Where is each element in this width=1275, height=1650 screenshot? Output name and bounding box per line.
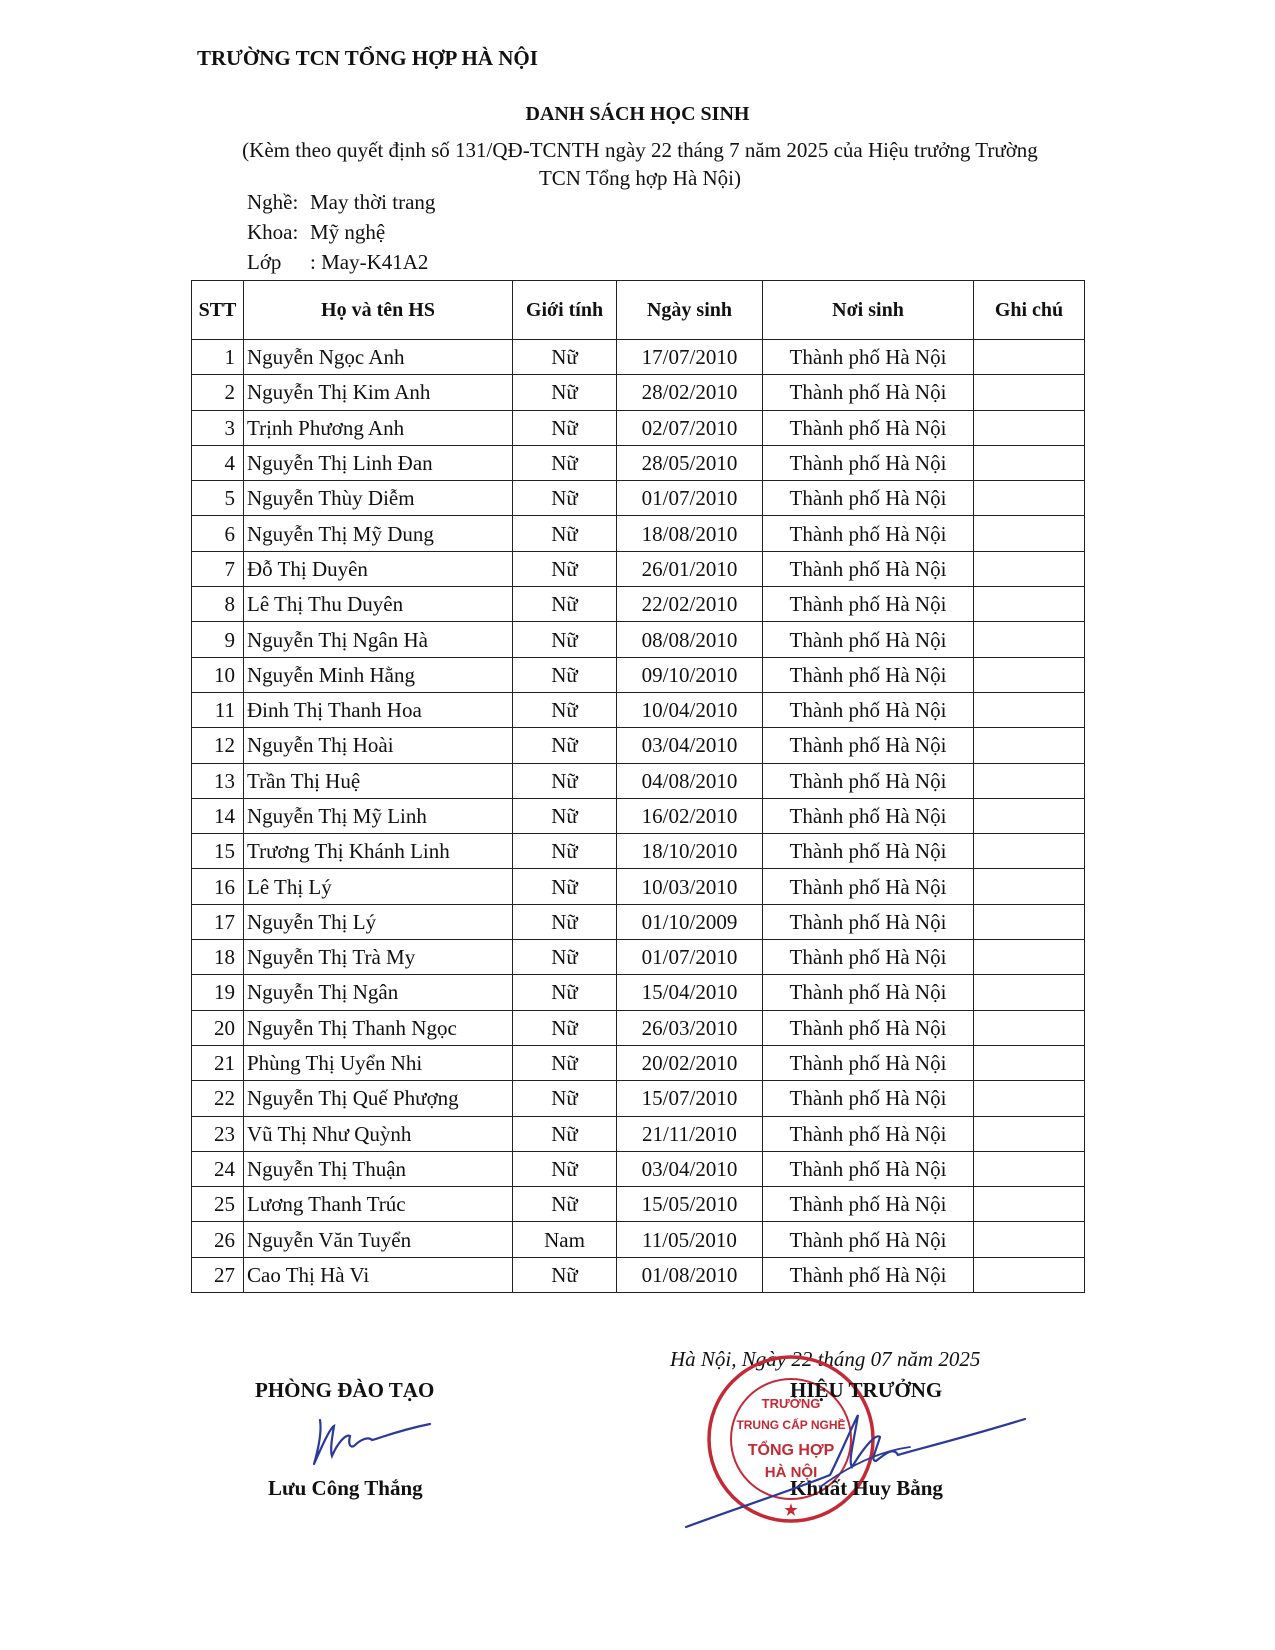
table-row [192, 798, 1085, 833]
note-cell [974, 410, 1085, 445]
gender-cell: Nam [513, 1222, 617, 1257]
table-row [192, 975, 1085, 1010]
birthplace-cell: Thành phố Hà Nội [763, 481, 974, 516]
gender-cell: Nữ [513, 410, 617, 445]
name-cell: Nguyễn Văn Tuyển [244, 1222, 513, 1257]
gender-cell: Nữ [513, 869, 617, 904]
dob-cell: 26/03/2010 [617, 1010, 763, 1045]
note-cell [974, 1045, 1085, 1080]
col-header-note: Ghi chú [974, 281, 1085, 340]
birthplace-cell: Thành phố Hà Nội [763, 975, 974, 1010]
stt-cell: 2 [192, 375, 244, 410]
gender-cell: Nữ [513, 375, 617, 410]
name-cell: Trần Thị Huệ [244, 763, 513, 798]
table-row [192, 1257, 1085, 1292]
major-line [247, 190, 435, 215]
birthplace-cell: Thành phố Hà Nội [763, 834, 974, 869]
note-cell [974, 904, 1085, 939]
birthplace-cell: Thành phố Hà Nội [763, 622, 974, 657]
dob-cell: 20/02/2010 [617, 1045, 763, 1080]
name-cell: Nguyễn Thị Thanh Ngọc [244, 1010, 513, 1045]
dob-cell: 01/10/2009 [617, 904, 763, 939]
stt-cell: 23 [192, 1116, 244, 1151]
svg-text:★: ★ [784, 1502, 798, 1519]
gender-cell: Nữ [513, 1010, 617, 1045]
gender-cell: Nữ [513, 940, 617, 975]
name-cell: Đinh Thị Thanh Hoa [244, 692, 513, 727]
stt-cell: 7 [192, 551, 244, 586]
dob-cell: 21/11/2010 [617, 1116, 763, 1151]
gender-cell: Nữ [513, 692, 617, 727]
right-signatory-name: Khuất Huy Bằng [790, 1476, 943, 1500]
student-table [191, 280, 1085, 1293]
right-signatory-title: HIỆU TRƯỞNG [790, 1378, 943, 1402]
col-header-birthplace: Nơi sinh [763, 281, 974, 340]
col-header-stt: STT [192, 281, 244, 340]
stt-cell: 18 [192, 940, 244, 975]
table-row [192, 940, 1085, 975]
name-cell: Lê Thị Lý [244, 869, 513, 904]
stt-cell: 16 [192, 869, 244, 904]
gender-cell: Nữ [513, 622, 617, 657]
stt-cell: 21 [192, 1045, 244, 1080]
table-row [192, 410, 1085, 445]
name-cell: Lương Thanh Trúc [244, 1187, 513, 1222]
name-cell: Đỗ Thị Duyên [244, 551, 513, 586]
dob-cell: 09/10/2010 [617, 657, 763, 692]
note-cell [974, 798, 1085, 833]
col-header-gender: Giới tính [513, 281, 617, 340]
table-row [192, 657, 1085, 692]
gender-cell: Nữ [513, 975, 617, 1010]
name-cell: Nguyễn Minh Hằng [244, 657, 513, 692]
gender-cell: Nữ [513, 834, 617, 869]
name-cell: Nguyễn Thị Ngân Hà [244, 622, 513, 657]
stt-cell: 10 [192, 657, 244, 692]
gender-cell: Nữ [513, 1081, 617, 1116]
table-row [192, 481, 1085, 516]
table-row [192, 1010, 1085, 1045]
stt-cell: 17 [192, 904, 244, 939]
table-row [192, 728, 1085, 763]
major-value: May thời trang [310, 190, 436, 214]
dob-cell: 03/04/2010 [617, 728, 763, 763]
name-cell: Nguyễn Thị Trà My [244, 940, 513, 975]
gender-cell: Nữ [513, 763, 617, 798]
school-name: TRƯỜNG TCN TỔNG HỢP HÀ NỘI [197, 46, 538, 70]
gender-cell: Nữ [513, 1187, 617, 1222]
stt-cell: 27 [192, 1257, 244, 1292]
gender-cell: Nữ [513, 516, 617, 551]
table-body [192, 340, 1085, 1293]
stt-cell: 24 [192, 1151, 244, 1186]
name-cell: Trịnh Phương Anh [244, 410, 513, 445]
dob-cell: 28/02/2010 [617, 375, 763, 410]
document-title: DANH SÁCH HỌC SINH [525, 103, 750, 125]
gender-cell: Nữ [513, 587, 617, 622]
gender-cell: Nữ [513, 657, 617, 692]
birthplace-cell: Thành phố Hà Nội [763, 1010, 974, 1045]
birthplace-cell: Thành phố Hà Nội [763, 1257, 974, 1292]
faculty-line [247, 220, 385, 245]
dob-cell: 18/10/2010 [617, 834, 763, 869]
gender-cell: Nữ [513, 904, 617, 939]
stt-cell: 8 [192, 587, 244, 622]
birthplace-cell: Thành phố Hà Nội [763, 904, 974, 939]
birthplace-cell: Thành phố Hà Nội [763, 1151, 974, 1186]
note-cell [974, 481, 1085, 516]
stt-cell: 6 [192, 516, 244, 551]
birthplace-cell: Thành phố Hà Nội [763, 869, 974, 904]
note-cell [974, 445, 1085, 480]
class-line [247, 250, 428, 275]
stt-cell: 3 [192, 410, 244, 445]
class-value: : May-K41A2 [310, 250, 429, 274]
birthplace-cell: Thành phố Hà Nội [763, 692, 974, 727]
gender-cell: Nữ [513, 1151, 617, 1186]
note-cell [974, 1187, 1085, 1222]
stt-cell: 11 [192, 692, 244, 727]
col-header-dob: Ngày sinh [617, 281, 763, 340]
table-row [192, 622, 1085, 657]
note-cell [974, 1257, 1085, 1292]
faculty-label: Khoa: [247, 220, 299, 244]
stt-cell: 20 [192, 1010, 244, 1045]
decision-reference [190, 136, 1090, 192]
name-cell: Nguyễn Thị Thuận [244, 1151, 513, 1186]
note-cell [974, 1010, 1085, 1045]
note-cell [974, 1222, 1085, 1257]
birthplace-cell: Thành phố Hà Nội [763, 728, 974, 763]
gender-cell: Nữ [513, 728, 617, 763]
stt-cell: 13 [192, 763, 244, 798]
dob-cell: 16/02/2010 [617, 798, 763, 833]
table-row [192, 1045, 1085, 1080]
name-cell: Nguyễn Thị Linh Đan [244, 445, 513, 480]
birthplace-cell: Thành phố Hà Nội [763, 340, 974, 375]
table-row [192, 869, 1085, 904]
birthplace-cell: Thành phố Hà Nội [763, 940, 974, 975]
name-cell: Cao Thị Hà Vi [244, 1257, 513, 1292]
birthplace-cell: Thành phố Hà Nội [763, 516, 974, 551]
name-cell: Nguyễn Thị Kim Anh [244, 375, 513, 410]
stt-cell: 19 [192, 975, 244, 1010]
name-cell: Nguyễn Thị Lý [244, 904, 513, 939]
note-cell [974, 975, 1085, 1010]
dob-cell: 22/02/2010 [617, 587, 763, 622]
decision-line-2: TCN Tổng hợp Hà Nội) [538, 166, 742, 190]
decision-line-1: (Kèm theo quyết định số 131/QĐ-TCNTH ngày 22 tháng 7 năm 2025 của Hiệu trưởng Trường [242, 138, 1038, 162]
stt-cell: 15 [192, 834, 244, 869]
seal-line-1: TRƯỜNG [761, 1396, 821, 1411]
note-cell [974, 728, 1085, 763]
note-cell [974, 1116, 1085, 1151]
table-header-row [192, 281, 1085, 340]
birthplace-cell: Thành phố Hà Nội [763, 410, 974, 445]
gender-cell: Nữ [513, 798, 617, 833]
note-cell [974, 551, 1085, 586]
dob-cell: 01/07/2010 [617, 940, 763, 975]
name-cell: Nguyễn Thùy Diễm [244, 481, 513, 516]
dob-cell: 17/07/2010 [617, 340, 763, 375]
dob-cell: 15/04/2010 [617, 975, 763, 1010]
stt-cell: 9 [192, 622, 244, 657]
left-signatory-name: Lưu Công Thắng [268, 1476, 423, 1500]
birthplace-cell: Thành phố Hà Nội [763, 763, 974, 798]
name-cell: Lê Thị Thu Duyên [244, 587, 513, 622]
note-cell [974, 869, 1085, 904]
birthplace-cell: Thành phố Hà Nội [763, 1045, 974, 1080]
table-row [192, 763, 1085, 798]
note-cell [974, 516, 1085, 551]
class-label: Lớp [247, 250, 282, 274]
table-row [192, 551, 1085, 586]
seal-line-4: HÀ NỘI [764, 1464, 818, 1481]
stt-cell: 25 [192, 1187, 244, 1222]
table-row [192, 904, 1085, 939]
dob-cell: 02/07/2010 [617, 410, 763, 445]
seal-line-3: TỔNG HỢP [747, 1442, 835, 1459]
name-cell: Nguyễn Ngọc Anh [244, 340, 513, 375]
gender-cell: Nữ [513, 481, 617, 516]
note-cell [974, 834, 1085, 869]
table-row [192, 692, 1085, 727]
birthplace-cell: Thành phố Hà Nội [763, 551, 974, 586]
gender-cell: Nữ [513, 340, 617, 375]
table-row [192, 1187, 1085, 1222]
table-row [192, 516, 1085, 551]
stt-cell: 4 [192, 445, 244, 480]
table-row [192, 1116, 1085, 1151]
seal-line-2: TRUNG CẤP NGHỀ [736, 1418, 846, 1432]
note-cell [974, 692, 1085, 727]
name-cell: Nguyễn Thị Quế Phượng [244, 1081, 513, 1116]
table-row [192, 1222, 1085, 1257]
gender-cell: Nữ [513, 1257, 617, 1292]
birthplace-cell: Thành phố Hà Nội [763, 1222, 974, 1257]
note-cell [974, 940, 1085, 975]
note-cell [974, 1151, 1085, 1186]
stt-cell: 5 [192, 481, 244, 516]
name-cell: Phùng Thị Uyển Nhi [244, 1045, 513, 1080]
note-cell [974, 763, 1085, 798]
stt-cell: 26 [192, 1222, 244, 1257]
table-row [192, 1081, 1085, 1116]
name-cell: Vũ Thị Như Quỳnh [244, 1116, 513, 1151]
name-cell: Nguyễn Thị Mỹ Dung [244, 516, 513, 551]
gender-cell: Nữ [513, 551, 617, 586]
birthplace-cell: Thành phố Hà Nội [763, 798, 974, 833]
name-cell: Nguyễn Thị Hoài [244, 728, 513, 763]
dob-cell: 10/04/2010 [617, 692, 763, 727]
table-row [192, 1151, 1085, 1186]
note-cell [974, 1081, 1085, 1116]
dob-cell: 11/05/2010 [617, 1222, 763, 1257]
stt-cell: 22 [192, 1081, 244, 1116]
stt-cell: 12 [192, 728, 244, 763]
gender-cell: Nữ [513, 445, 617, 480]
dob-cell: 10/03/2010 [617, 869, 763, 904]
dob-cell: 04/08/2010 [617, 763, 763, 798]
dob-cell: 15/07/2010 [617, 1081, 763, 1116]
dob-cell: 01/08/2010 [617, 1257, 763, 1292]
dob-cell: 03/04/2010 [617, 1151, 763, 1186]
gender-cell: Nữ [513, 1045, 617, 1080]
dob-cell: 08/08/2010 [617, 622, 763, 657]
col-header-name: Họ và tên HS [244, 281, 513, 340]
table-row [192, 445, 1085, 480]
major-label: Nghề: [247, 190, 299, 214]
birthplace-cell: Thành phố Hà Nội [763, 1081, 974, 1116]
note-cell [974, 340, 1085, 375]
name-cell: Trương Thị Khánh Linh [244, 834, 513, 869]
note-cell [974, 657, 1085, 692]
birthplace-cell: Thành phố Hà Nội [763, 587, 974, 622]
right-signature [680, 1395, 1050, 1535]
birthplace-cell: Thành phố Hà Nội [763, 445, 974, 480]
gender-cell: Nữ [513, 1116, 617, 1151]
note-cell [974, 622, 1085, 657]
dob-cell: 26/01/2010 [617, 551, 763, 586]
name-cell: Nguyễn Thị Mỹ Linh [244, 798, 513, 833]
table-row [192, 375, 1085, 410]
birthplace-cell: Thành phố Hà Nội [763, 375, 974, 410]
birthplace-cell: Thành phố Hà Nội [763, 1116, 974, 1151]
left-signatory-title: PHÒNG ĐÀO TẠO [255, 1378, 435, 1402]
name-cell: Nguyễn Thị Ngân [244, 975, 513, 1010]
dateline: Hà Nội, Ngày 22 tháng 07 năm 2025 [670, 1347, 981, 1371]
dob-cell: 01/07/2010 [617, 481, 763, 516]
table-row [192, 340, 1085, 375]
stt-cell: 14 [192, 798, 244, 833]
note-cell [974, 587, 1085, 622]
faculty-value: Mỹ nghệ [310, 220, 386, 244]
note-cell [974, 375, 1085, 410]
table-row [192, 587, 1085, 622]
birthplace-cell: Thành phố Hà Nội [763, 1187, 974, 1222]
dob-cell: 18/08/2010 [617, 516, 763, 551]
left-signature [310, 1412, 440, 1472]
table-row [192, 834, 1085, 869]
dob-cell: 15/05/2010 [617, 1187, 763, 1222]
birthplace-cell: Thành phố Hà Nội [763, 657, 974, 692]
stt-cell: 1 [192, 340, 244, 375]
dob-cell: 28/05/2010 [617, 445, 763, 480]
